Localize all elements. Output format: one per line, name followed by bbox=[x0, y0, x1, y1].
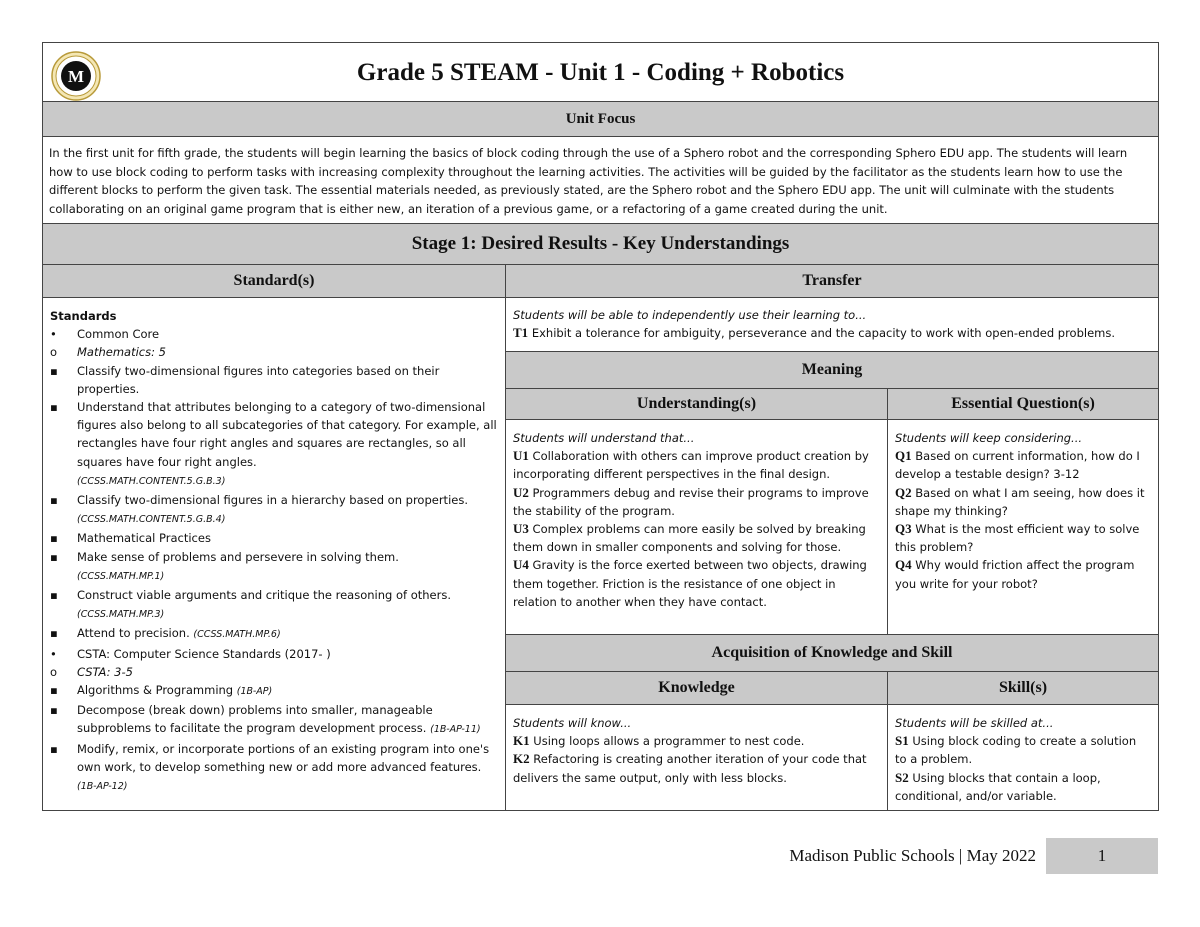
meaning-heading: Meaning bbox=[506, 352, 1159, 389]
standard-item bbox=[50, 645, 498, 663]
transfer-item bbox=[513, 324, 1151, 342]
skills-heading: Skill(s) bbox=[888, 672, 1159, 705]
page-number: 1 bbox=[1046, 838, 1158, 874]
question-item bbox=[895, 520, 1151, 556]
standard-text: Modify, remix, or incorporate portions of an existing program into one's own work, to develop something new or add more advanced features. bbox=[77, 741, 490, 774]
standard-text: CSTA: 3-5 bbox=[77, 664, 133, 679]
understanding-item-label: U1 bbox=[513, 448, 529, 464]
standard-text: Classify two-dimensional figures into categories based on their properties. bbox=[77, 363, 440, 396]
understanding-item bbox=[513, 556, 880, 611]
standard-code: (CCSS.MATH.MP.1) bbox=[77, 570, 165, 582]
standard-text: Common Core bbox=[77, 327, 160, 342]
transfer-cell bbox=[506, 298, 1159, 352]
standard-code: (CCSS.MATH.MP.6) bbox=[193, 629, 281, 641]
knowledge-cell bbox=[506, 705, 888, 811]
list-marker: ▪ bbox=[50, 493, 58, 508]
standard-item bbox=[50, 586, 498, 624]
list-marker: • bbox=[50, 327, 57, 342]
standard-item bbox=[50, 325, 498, 343]
knowledge-item-text: Using loops allows a programmer to nest code. bbox=[529, 734, 805, 749]
standard-item bbox=[50, 491, 498, 529]
understanding-item-text: Collaboration with others can improve product creation by incorporating different perspectives in the final design. bbox=[513, 449, 869, 482]
standard-code: (1B-AP-11) bbox=[430, 724, 481, 736]
skill-item-label: S1 bbox=[895, 733, 909, 749]
page-footer bbox=[760, 838, 1158, 874]
standard-text: Algorithms & Programming bbox=[77, 683, 234, 698]
skill-items bbox=[895, 732, 1151, 805]
skills-intro: Students will be skilled at... bbox=[895, 716, 1054, 730]
questions-intro: Students will keep considering... bbox=[895, 431, 1083, 445]
standard-item bbox=[50, 663, 498, 681]
footer-text: Madison Public Schools | May 2022 bbox=[789, 846, 1036, 865]
question-item-text: What is the most efficient way to solve this problem? bbox=[895, 522, 1140, 555]
question-item-text: Based on current information, how do I develop a testable design? 3-12 bbox=[895, 449, 1140, 482]
knowledge-item-label: K2 bbox=[513, 751, 530, 767]
standard-text: Understand that attributes belonging to a category of two-dimensional figures also belong to all subcategories of that category. For example, all rectangles have four right angles and squares are rectangles, so all squares have four right angles. bbox=[77, 400, 497, 469]
question-item-label: Q1 bbox=[895, 448, 912, 464]
list-marker: ▪ bbox=[50, 549, 58, 564]
skill-item-text: Using block coding to create a solution to a problem. bbox=[895, 734, 1137, 767]
standard-text: Decompose (break down) problems into smaller, manageable subproblems to facilitate the program development process. bbox=[77, 703, 433, 736]
standard-text: CSTA: Computer Science Standards (2017- ) bbox=[77, 646, 331, 661]
skill-item-text: Using blocks that contain a loop, conditional, and/or variable. bbox=[895, 770, 1101, 803]
understanding-item bbox=[513, 447, 880, 483]
question-item bbox=[895, 484, 1151, 520]
page-title: Grade 5 STEAM - Unit 1 - Coding + Robotics bbox=[356, 59, 845, 86]
transfer-item-text: Exhibit a tolerance for ambiguity, perseverance and the capacity to work with open-ended problems. bbox=[528, 326, 1116, 341]
standards-heading: Standard(s) bbox=[43, 265, 506, 298]
standard-text: Classify two-dimensional figures in a hierarchy based on properties. bbox=[77, 493, 468, 508]
question-item-text: Based on what I am seeing, how does it shape my thinking? bbox=[895, 485, 1145, 518]
understanding-item bbox=[513, 484, 880, 520]
understandings-cell bbox=[506, 420, 888, 635]
questions-heading: Essential Question(s) bbox=[888, 389, 1159, 420]
curriculum-page bbox=[42, 42, 1158, 811]
questions-cell bbox=[888, 420, 1159, 635]
standard-item bbox=[50, 681, 498, 701]
question-item-label: Q2 bbox=[895, 484, 912, 500]
understandings-heading: Understanding(s) bbox=[506, 389, 888, 420]
understandings-intro: Students will understand that... bbox=[513, 431, 695, 445]
list-marker: o bbox=[50, 345, 58, 360]
question-item-label: Q4 bbox=[895, 557, 912, 573]
standard-text: Construct viable arguments and critique the reasoning of others. bbox=[77, 588, 451, 603]
knowledge-item bbox=[513, 750, 880, 786]
knowledge-item bbox=[513, 732, 880, 750]
list-marker: • bbox=[50, 646, 57, 661]
logo-letter: M bbox=[67, 67, 85, 86]
list-marker: ▪ bbox=[50, 741, 58, 756]
standards-list bbox=[50, 325, 498, 796]
curriculum-table bbox=[42, 42, 1159, 811]
question-items bbox=[895, 447, 1151, 593]
transfer-item-label: T1 bbox=[513, 325, 529, 341]
list-marker: ▪ bbox=[50, 531, 58, 546]
list-marker: ▪ bbox=[50, 683, 58, 698]
standard-text: Mathematics: 5 bbox=[77, 345, 166, 360]
standard-item bbox=[50, 740, 498, 797]
standard-item bbox=[50, 362, 498, 398]
standard-item bbox=[50, 398, 498, 491]
understanding-item bbox=[513, 520, 880, 556]
standard-code: (CCSS.MATH.MP.3) bbox=[77, 609, 165, 621]
knowledge-intro: Students will know... bbox=[513, 716, 632, 730]
list-marker: ▪ bbox=[50, 703, 58, 718]
standard-item bbox=[50, 624, 498, 644]
standards-cell bbox=[43, 298, 506, 811]
standard-code: (CCSS.MATH.CONTENT.5.G.B.4) bbox=[77, 514, 226, 526]
standard-item bbox=[50, 548, 498, 586]
skill-item bbox=[895, 732, 1151, 768]
understanding-item-label: U3 bbox=[513, 521, 529, 537]
standard-text: Mathematical Practices bbox=[77, 531, 211, 546]
standard-item bbox=[50, 529, 498, 547]
list-marker: o bbox=[50, 664, 58, 679]
skills-cell bbox=[888, 705, 1159, 811]
standard-item bbox=[50, 701, 498, 739]
skill-item-label: S2 bbox=[895, 769, 909, 785]
title-row bbox=[43, 43, 1159, 102]
question-item bbox=[895, 447, 1151, 483]
unit-focus-heading: Unit Focus bbox=[43, 102, 1159, 137]
understanding-item-label: U2 bbox=[513, 484, 529, 500]
question-item-text: Why would friction affect the program you write for your robot? bbox=[895, 558, 1135, 591]
list-marker: ▪ bbox=[50, 400, 58, 415]
question-item bbox=[895, 556, 1151, 592]
stage1-heading: Stage 1: Desired Results - Key Understandings bbox=[43, 224, 1159, 265]
knowledge-item-text: Refactoring is creating another iteration of your code that delivers the same output, only with less blocks. bbox=[513, 752, 867, 785]
understanding-items bbox=[513, 447, 880, 611]
standard-text: Make sense of problems and persevere in solving them. bbox=[77, 549, 399, 564]
standard-text: Attend to precision. bbox=[77, 626, 190, 641]
question-item-label: Q3 bbox=[895, 521, 912, 537]
standard-code: (1B-AP) bbox=[236, 686, 273, 698]
skill-item bbox=[895, 769, 1151, 805]
list-marker: ▪ bbox=[50, 363, 58, 378]
transfer-heading: Transfer bbox=[506, 265, 1159, 298]
knowledge-item-label: K1 bbox=[513, 733, 530, 749]
acquisition-heading: Acquisition of Knowledge and Skill bbox=[506, 635, 1159, 672]
knowledge-items bbox=[513, 732, 880, 787]
standard-code: (CCSS.MATH.CONTENT.5.G.B.3) bbox=[77, 475, 226, 487]
understanding-item-text: Programmers debug and revise their programs to improve the stability of the program. bbox=[513, 485, 869, 518]
standards-title: Standards bbox=[50, 309, 117, 323]
understanding-item-label: U4 bbox=[513, 557, 529, 573]
transfer-intro: Students will be able to independently use their learning to... bbox=[513, 308, 867, 322]
standard-item bbox=[50, 343, 498, 361]
understanding-item-text: Gravity is the force exerted between two objects, drawing them together. Friction is the resistance of one object in relation to another when they have contact. bbox=[513, 558, 867, 609]
knowledge-heading: Knowledge bbox=[506, 672, 888, 705]
list-marker: ▪ bbox=[50, 588, 58, 603]
understanding-item-text: Complex problems can more easily be solved by breaking them down in smaller components and solving for those. bbox=[513, 522, 866, 555]
list-marker: ▪ bbox=[50, 626, 58, 641]
standard-code: (1B-AP-12) bbox=[77, 781, 128, 793]
unit-focus-text: In the first unit for fifth grade, the students will begin learning the basics of block coding through the use of a Sphero robot and the corresponding Sphero EDU app. The students will learn how to use block coding to perform tasks with increasing complexity throughout the learning activities. The activities will be guided by the facilitator as the students learn how to use the different blocks to perform the given task. The essential materials needed, as previously stated, are the Sphero robot and the Sphero EDU app. The unit will culminate with the students collaborating on an original game program that is either new, an iteration of a previous game, or a refactoring of a game created during the unit. bbox=[43, 137, 1159, 224]
transfer-items bbox=[513, 324, 1151, 342]
